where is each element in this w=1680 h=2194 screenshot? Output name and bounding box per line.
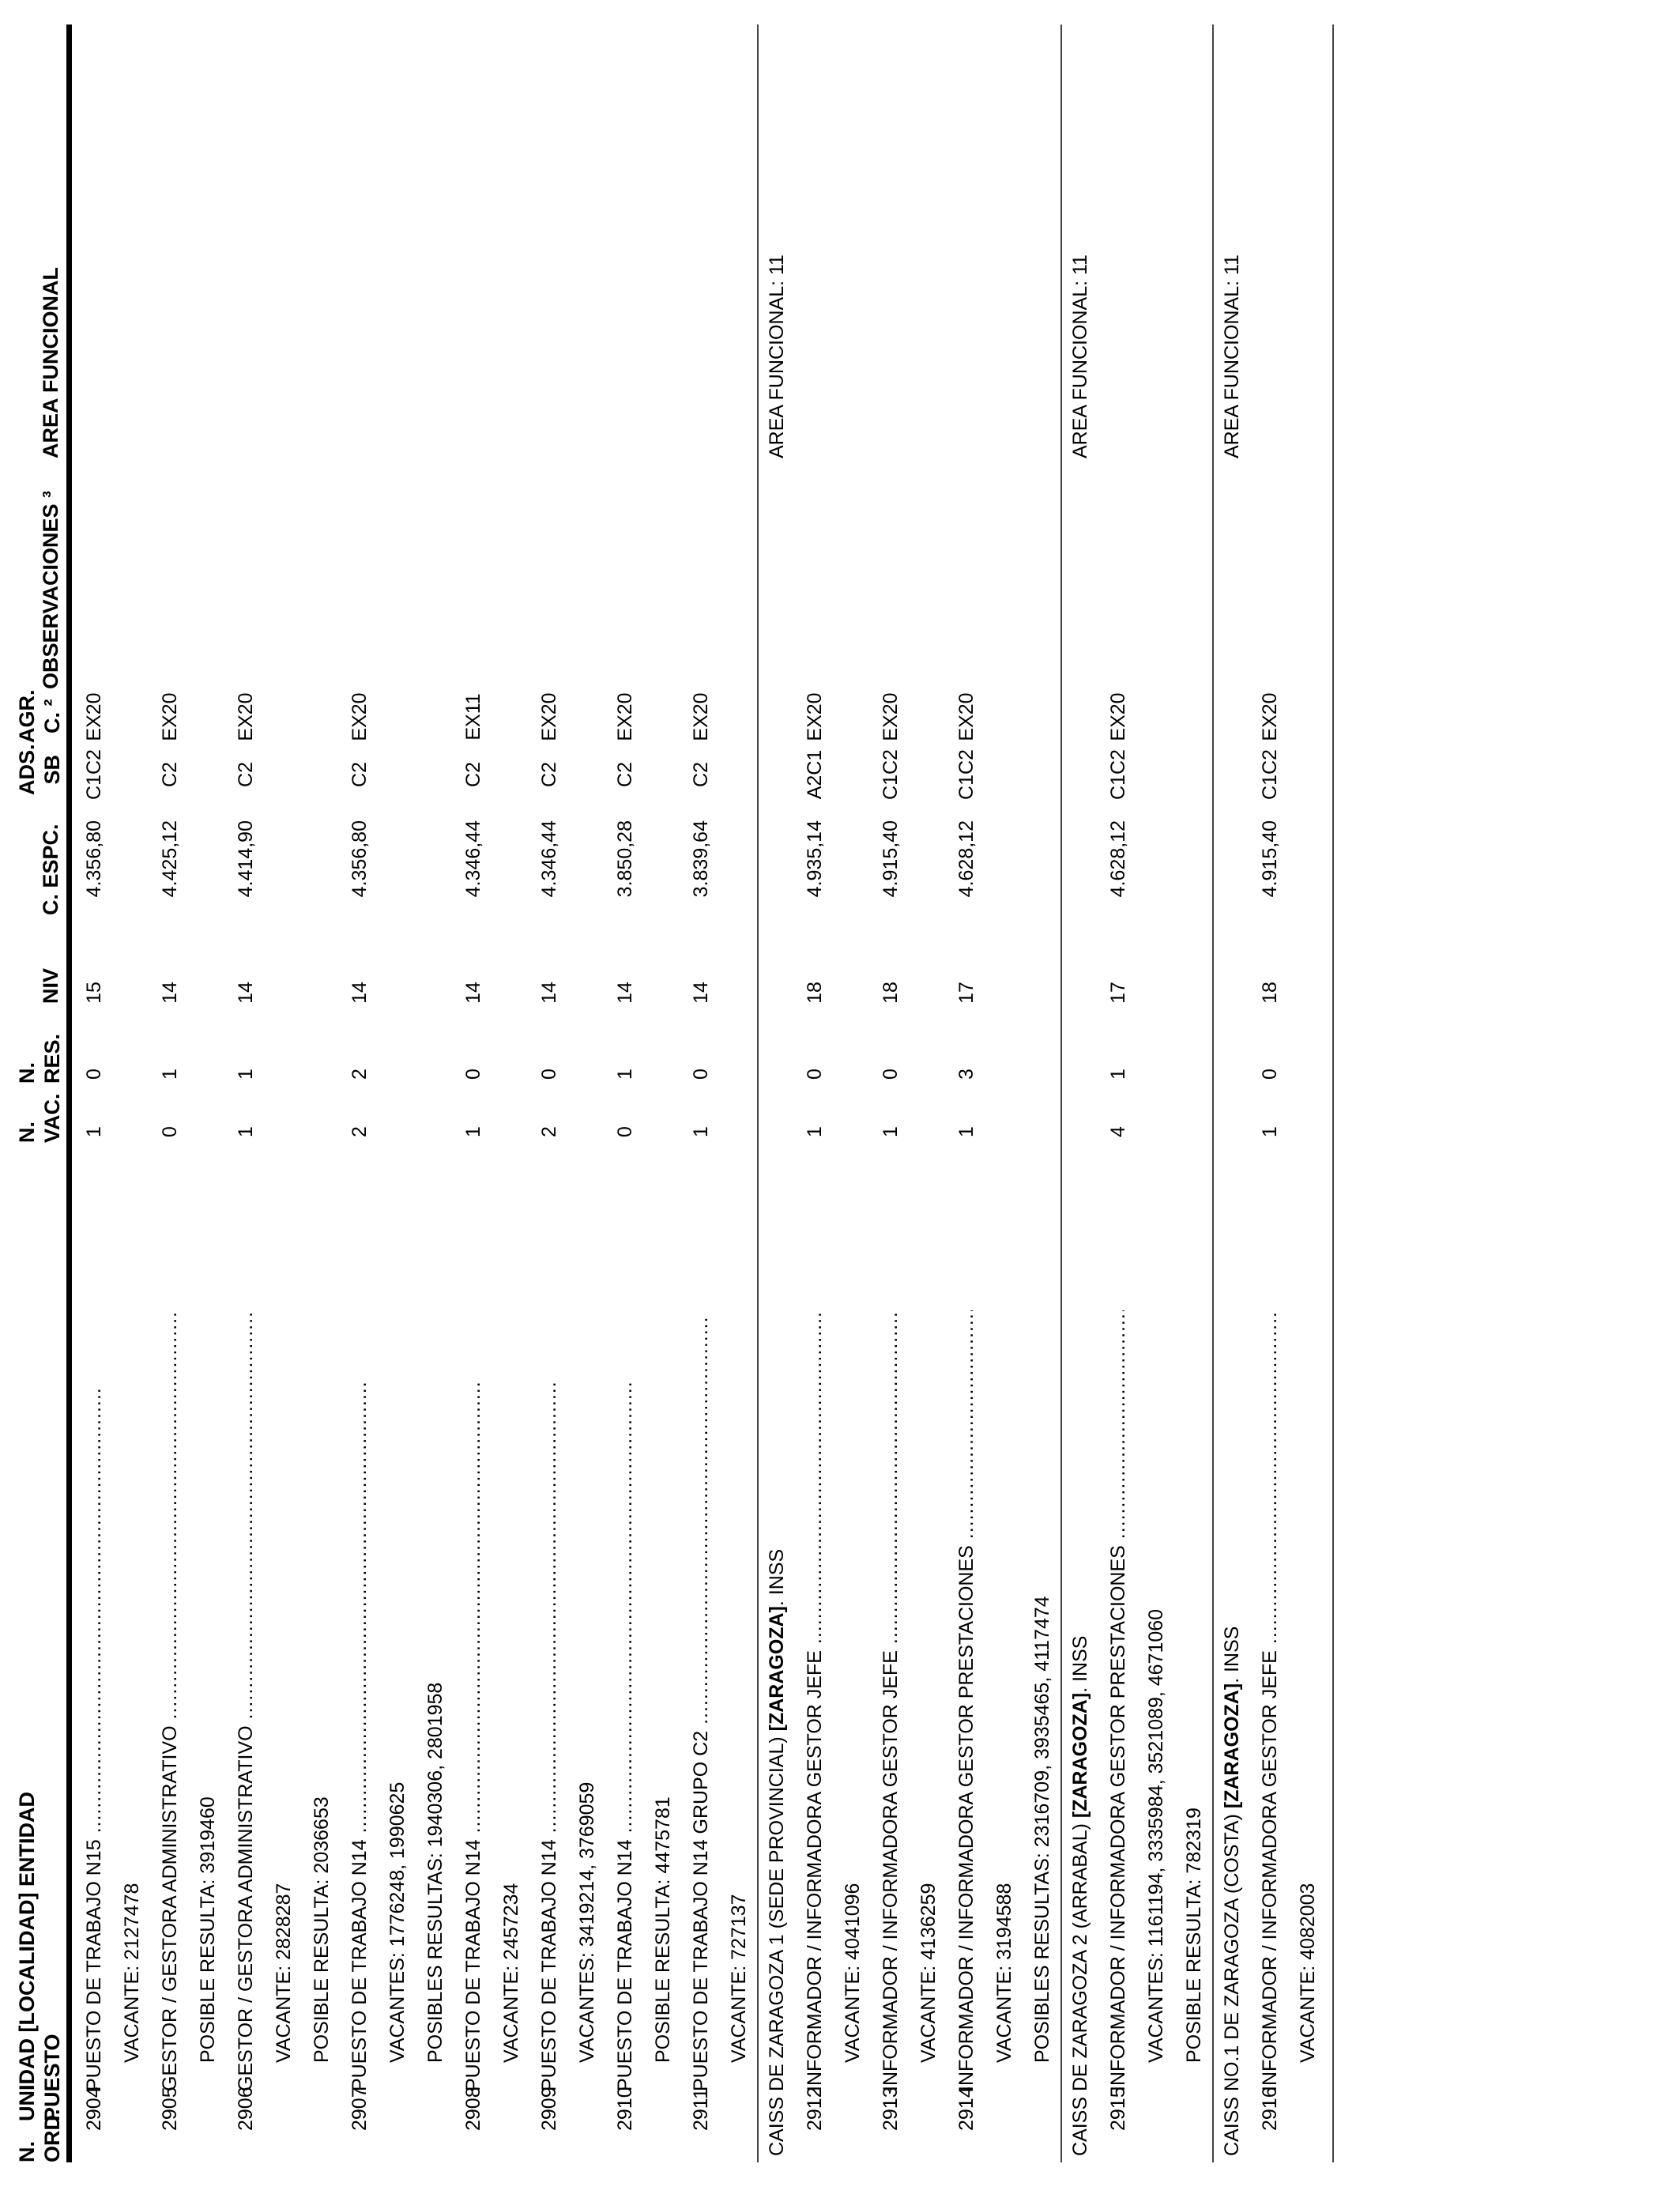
unit-title [1219,1627,1245,2156]
unit-name: CAISS DE ZARAGOZA 2 (ARRABAL) [1069,1818,1091,2156]
table-row [948,0,986,2194]
puesto-detail: POSIBLE RESULTA: 3919460 [197,1796,219,2063]
puesto-detail: VACANTES: 1776248, 1990625 [386,1781,409,2063]
ads-sb-value: C2 [235,762,257,787]
ads-sb-value: C2 [462,762,484,787]
unit-name: CAISS NO.1 DE ZARAGOZA (COSTA) [1221,1808,1243,2156]
n-res-value: 0 [462,1069,484,1080]
unit-title [764,1549,789,2156]
area-funcional-value: AREA FUNCIONAL: 11 [766,254,788,458]
n-res-value: 0 [83,1069,105,1080]
header-n-ord: N. ORD. [15,2109,64,2162]
table-row [607,0,645,2194]
n-res-value: 1 [1107,1069,1129,1080]
header-n-res: N. RES. [15,1033,64,1084]
puesto-name: INFORMADOR / INFORMADORA GESTOR PRESTACIONES ..... [954,1310,979,2091]
table-row [1252,0,1290,2194]
table-row [872,0,910,2194]
n-res-value: 1 [235,1069,257,1080]
c-espc-value: 3.850,28 [614,820,636,898]
unit-title [1068,1636,1093,2156]
detail-row [417,0,455,2194]
agr-c-value: EX20 [804,692,826,741]
table-row [341,0,379,2194]
unit-header-row [1062,0,1100,2194]
niv-value: 14 [538,982,560,1004]
niv-value: 17 [1107,982,1129,1004]
c-espc-value: 3.839,64 [690,820,712,898]
ads-sb-value: C1C2 [1259,749,1281,800]
puesto-detail: VACANTE: 2828287 [273,1883,295,2063]
n-res-value: 0 [538,1069,560,1080]
detail-row [303,0,341,2194]
puesto-detail: VACANTE: 2457234 [500,1883,522,2063]
unit-header-row [759,0,797,2194]
n-res-value: 1 [614,1069,636,1080]
agr-c-value: EX20 [955,692,977,741]
detail-row [1024,0,1062,2194]
agr-c-value: EX20 [690,692,712,741]
agr-c-value: EX20 [1259,692,1281,741]
order-number: 2913 [880,2087,902,2131]
puesto-name: INFORMADOR / INFORMADORA GESTOR JEFE ..... [1257,1310,1283,2091]
puesto-name: PUESTO DE TRABAJO N14 ..... [537,1382,562,2091]
section-divider [1060,25,1062,2162]
puesto-detail: VACANTES: 3419214, 3769059 [576,1781,598,2063]
agr-c-value: EX20 [83,692,105,741]
niv-value: 14 [348,982,371,1004]
agr-c-value: EX11 [462,693,484,741]
n-vac-value: 4 [1107,1126,1129,1137]
niv-value: 14 [159,982,181,1004]
n-vac-value: 1 [690,1126,712,1137]
ads-sb-value: C1C2 [1107,749,1129,800]
niv-value: 18 [880,982,902,1004]
header-agr-c: AGR. C. ² [15,689,64,743]
n-vac-value: 2 [538,1126,560,1137]
agr-c-value: EX20 [614,692,636,741]
c-espc-value: 4.915,40 [1259,820,1281,898]
unit-locality: [ZARAGOZA] [1069,1692,1091,1819]
puesto-name: PUESTO DE TRABAJO N14 GRUPO C2 ..... [688,1318,714,2091]
header-ads-sb: ADS. SB [15,744,64,795]
n-vac-value: 1 [1259,1126,1281,1137]
niv-value: 14 [690,982,712,1004]
c-espc-value: 4.425,12 [159,820,181,898]
unit-name: CAISS DE ZARAGOZA 1 (SEDE PROVINCIAL) [766,1731,788,2156]
puesto-name: PUESTO DE TRABAJO N15 ..... [81,1389,107,2091]
detail-row [493,0,531,2194]
order-number: 2914 [955,2087,977,2131]
c-espc-value: 4.356,80 [83,820,105,898]
detail-row [379,0,417,2194]
table-row [228,0,266,2194]
section-divider [757,25,759,2162]
detail-row [569,0,607,2194]
table-row [455,0,493,2194]
c-espc-value: 4.935,14 [804,820,826,898]
order-number: 2916 [1259,2087,1281,2131]
detail-row [910,0,948,2194]
detail-row [1176,0,1214,2194]
detail-row [834,0,872,2194]
header-unidad: UNIDAD [LOCALIDAD] ENTIDAD PUESTO [15,1792,64,2121]
agr-c-value: EX20 [880,692,902,741]
detail-row [986,0,1024,2194]
ads-sb-value: C2 [348,762,371,787]
table-end-divider [1332,25,1334,2162]
header-observaciones: OBSERVACIONES ³ [39,490,62,689]
order-number: 2908 [462,2087,484,2131]
puesto-detail: POSIBLE RESULTA: 782319 [1183,1808,1205,2063]
n-res-value: 2 [348,1069,371,1080]
unit-entity: . INSS [766,1548,788,1607]
puesto-name: INFORMADOR / INFORMADORA GESTOR JEFE ..... [878,1310,903,2091]
n-vac-value: 0 [159,1126,181,1137]
niv-value: 18 [804,982,826,1004]
c-espc-value: 4.414,90 [235,820,257,898]
area-funcional-value: AREA FUNCIONAL: 11 [1069,254,1091,458]
ads-sb-value: C1C2 [83,749,105,800]
n-res-value: 3 [955,1069,977,1080]
ads-sb-value: A2C1 [804,749,826,800]
order-number: 2906 [235,2087,257,2131]
niv-value: 15 [83,982,105,1004]
order-number: 2912 [804,2087,826,2131]
puesto-name: INFORMADOR / INFORMADORA GESTOR PRESTACIONES ..... [1106,1310,1131,2091]
order-number: 2915 [1107,2087,1129,2131]
n-vac-value: 1 [880,1126,902,1137]
header-rule [66,25,72,2162]
table-row [1100,0,1138,2194]
n-res-value: 1 [159,1069,181,1080]
n-res-value: 0 [880,1069,902,1080]
detail-row [721,0,759,2194]
order-number: 2907 [348,2087,371,2131]
puesto-detail: VACANTE: 3194588 [993,1883,1015,2063]
header-n-vac: N. VAC. [15,1093,64,1143]
n-vac-value: 0 [614,1126,636,1137]
puesto-name: PUESTO DE TRABAJO N14 ..... [612,1382,638,2091]
ads-sb-value: C2 [538,762,560,787]
c-espc-value: 4.628,12 [1107,820,1129,898]
puesto-detail: POSIBLES RESULTAS: 2316709, 3935465, 4117474 [1031,1596,1053,2063]
puesto-detail: VACANTES: 1161194, 3335984, 3521089, 4671060 [1145,1608,1167,2063]
table-row [797,0,834,2194]
order-number: 2905 [159,2087,181,2131]
c-espc-value: 4.346,44 [538,820,560,898]
detail-row [114,0,152,2194]
header-c-espc: C. ESPC. [39,824,62,915]
order-number: 2911 [690,2088,712,2131]
unit-header-row [1214,0,1252,2194]
c-espc-value: 4.915,40 [880,820,902,898]
ads-sb-value: C1C2 [955,749,977,800]
puesto-name: GESTOR / GESTORA ADMINISTRATIVO ..... [233,1310,258,2091]
puesto-detail: VACANTE: 4041096 [842,1883,864,2063]
unit-locality: [ZARAGOZA] [1221,1683,1243,1809]
detail-row [266,0,303,2194]
puesto-name: INFORMADOR / INFORMADORA GESTOR JEFE ..... [802,1310,827,2091]
n-vac-value: 2 [348,1126,371,1137]
ads-sb-value: C2 [690,762,712,787]
niv-value: 14 [235,982,257,1004]
puesto-name: PUESTO DE TRABAJO N14 ..... [347,1382,372,2091]
niv-value: 18 [1259,982,1281,1004]
c-espc-value: 4.356,80 [348,820,371,898]
niv-value: 14 [614,982,636,1004]
detail-row [645,0,683,2194]
detail-row [190,0,228,2194]
puesto-name: GESTOR / GESTORA ADMINISTRATIVO ..... [157,1310,183,2091]
puesto-detail: POSIBLE RESULTA: 4475781 [652,1796,674,2063]
ads-sb-value: C2 [614,762,636,787]
table-row [531,0,569,2194]
puesto-detail: VACANTE: 4136259 [917,1883,940,2063]
header-niv: NIV [39,967,62,1004]
table-row [152,0,190,2194]
unit-entity: . INSS [1221,1626,1243,1683]
n-res-value: 0 [690,1069,712,1080]
puesto-detail: POSIBLE RESULTA: 2036653 [311,1796,333,2063]
niv-value: 14 [462,982,484,1004]
order-number: 2910 [614,2087,636,2131]
n-vac-value: 1 [235,1126,257,1137]
order-number: 2904 [83,2087,105,2131]
table-row [76,0,114,2194]
puesto-name: PUESTO DE TRABAJO N14 ..... [461,1382,486,2091]
detail-row [1290,0,1328,2194]
niv-value: 17 [955,982,977,1004]
puesto-detail: VACANTE: 727137 [728,1894,750,2063]
n-res-value: 0 [804,1069,826,1080]
n-vac-value: 1 [955,1126,977,1137]
n-res-value: 0 [1259,1069,1281,1080]
section-divider [1212,25,1214,2162]
puesto-detail: VACANTE: 2127478 [121,1883,143,2063]
area-funcional-value: AREA FUNCIONAL: 11 [1221,254,1243,458]
unit-locality: [ZARAGOZA] [766,1606,788,1732]
agr-c-value: EX20 [348,692,371,741]
order-number: 2909 [538,2087,560,2131]
n-vac-value: 1 [83,1126,105,1137]
puesto-detail: VACANTE: 4082003 [1297,1883,1319,2063]
n-vac-value: 1 [462,1126,484,1137]
agr-c-value: EX20 [159,692,181,741]
ads-sb-value: C1C2 [880,749,902,800]
ads-sb-value: C2 [159,762,181,787]
c-espc-value: 4.628,12 [955,820,977,898]
puesto-detail: POSIBLES RESULTAS: 1940306, 2801958 [424,1682,446,2063]
agr-c-value: EX20 [1107,692,1129,741]
detail-row [1138,0,1176,2194]
agr-c-value: EX20 [235,692,257,741]
agr-c-value: EX20 [538,692,560,741]
header-area-funcional: AREA FUNCIONAL [39,267,62,458]
c-espc-value: 4.346,44 [462,820,484,898]
n-vac-value: 1 [804,1126,826,1137]
unit-entity: . INSS [1069,1635,1091,1693]
table-row [683,0,721,2194]
